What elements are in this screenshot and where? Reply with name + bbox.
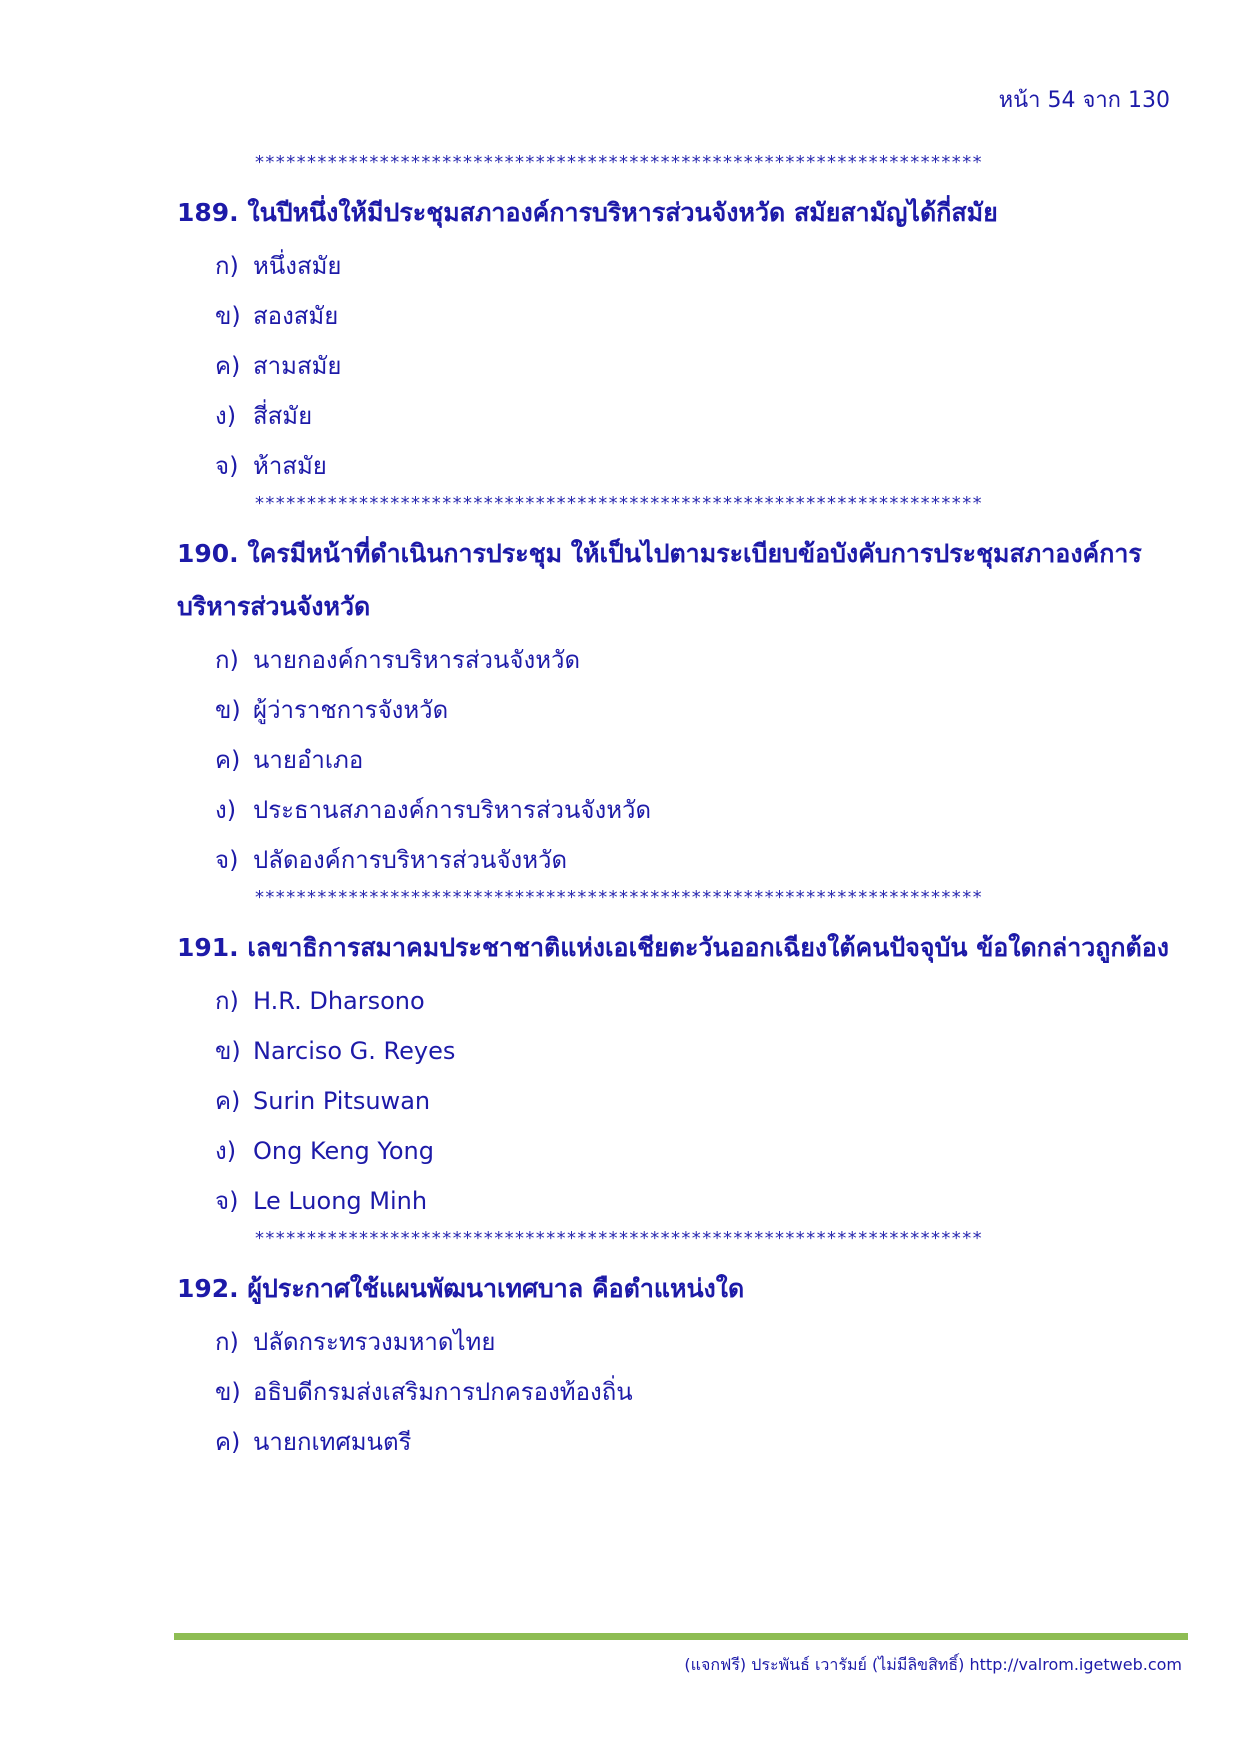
option-label: ก) (215, 252, 239, 280)
question-text: ในปีหนึ่งให้มีประชุมสภาองค์การบริหารส่วนจังหวัด สมัยสามัญได้กี่สมัย (247, 198, 998, 227)
option-label: จ) (215, 846, 239, 874)
separator: ********************************************************************** (255, 1228, 983, 1249)
option-item (215, 1367, 1177, 1417)
option-text: ปลัดกระทรวงมหาดไทย (253, 1328, 496, 1356)
option-item (215, 1076, 1177, 1126)
option-item (215, 441, 1177, 491)
option-text: นายอำเภอ (253, 746, 364, 774)
footer-credit: (แจกฟรี) ประพันธ์ เวารัมย์ (ไม่มีลิขสิทธิ์) http://valrom.igetweb.com (684, 1655, 1182, 1674)
question-text: เลขาธิการสมาคมประชาชาติแห่งเอเชียตะวันออกเฉียงใต้คนปัจจุบัน ข้อใดกล่าวถูกต้อง (247, 933, 1170, 962)
option-text: สามสมัย (253, 352, 342, 380)
option-label: ก) (215, 987, 239, 1015)
option-label: ค) (215, 352, 241, 380)
question-text: ใครมีหน้าที่ดำเนินการประชุม ให้เป็นไปตามระเบียบข้อบังคับการประชุมสภาองค์การบริหารส่วนจังหวัด (177, 539, 1142, 621)
option-label: ข) (215, 302, 241, 330)
option-label: ก) (215, 646, 239, 674)
option-item (215, 735, 1177, 785)
option-item (215, 1026, 1177, 1076)
option-item (215, 1176, 1177, 1226)
question-189 (177, 186, 1177, 239)
option-item (215, 1317, 1177, 1367)
option-label: ค) (215, 1428, 241, 1456)
page-number: หน้า 54 จาก 130 (998, 88, 1170, 113)
option-text: ผู้ว่าราชการจังหวัด (253, 696, 449, 724)
option-text: ปลัดองค์การบริหารส่วนจังหวัด (253, 846, 568, 874)
option-label: ค) (215, 746, 241, 774)
option-label: ค) (215, 1087, 241, 1115)
option-text: นายกองค์การบริหารส่วนจังหวัด (253, 646, 581, 674)
option-text: สี่สมัย (253, 402, 313, 430)
option-item (215, 1126, 1177, 1176)
option-text: Surin Pitsuwan (253, 1087, 431, 1115)
footer-rule (174, 1633, 1188, 1640)
option-text: Narciso G. Reyes (253, 1037, 456, 1065)
option-text: ห้าสมัย (253, 452, 327, 480)
question-number: 190. (177, 539, 239, 568)
option-item (215, 291, 1177, 341)
option-label: ง) (215, 402, 237, 430)
option-label: ง) (215, 796, 237, 824)
question-list (177, 150, 1177, 1467)
separator: ********************************************************************** (255, 152, 983, 173)
question-text: ผู้ประกาศใช้แผนพัฒนาเทศบาล คือตำแหน่งใด (247, 1274, 745, 1303)
option-item (215, 835, 1177, 885)
option-text: Ong Keng Yong (253, 1137, 434, 1165)
option-item (215, 785, 1177, 835)
option-label: ข) (215, 1037, 241, 1065)
question-191 (177, 921, 1177, 974)
question-192 (177, 1262, 1177, 1315)
option-text: อธิบดีกรมส่งเสริมการปกครองท้องถิ่น (253, 1378, 633, 1406)
option-label: จ) (215, 1187, 239, 1215)
option-item (215, 1417, 1177, 1467)
option-item (215, 391, 1177, 441)
option-label: ข) (215, 696, 241, 724)
option-text: นายกเทศมนตรี (253, 1428, 412, 1456)
separator: ********************************************************************** (255, 493, 983, 514)
question-190 (177, 527, 1177, 633)
question-number: 191. (177, 933, 239, 962)
option-text: หนึ่งสมัย (253, 252, 342, 280)
separator: ********************************************************************** (255, 887, 983, 908)
option-item (215, 685, 1177, 735)
option-text: ประธานสภาองค์การบริหารส่วนจังหวัด (253, 796, 652, 824)
option-text: Le Luong Minh (253, 1187, 428, 1215)
option-label: ก) (215, 1328, 239, 1356)
option-item (215, 635, 1177, 685)
option-label: ง) (215, 1137, 237, 1165)
option-item (215, 976, 1177, 1026)
option-item (215, 241, 1177, 291)
option-item (215, 341, 1177, 391)
option-text: H.R. Dharsono (253, 987, 425, 1015)
option-text: สองสมัย (253, 302, 339, 330)
option-label: ข) (215, 1378, 241, 1406)
question-number: 189. (177, 198, 239, 227)
option-label: จ) (215, 452, 239, 480)
question-number: 192. (177, 1274, 239, 1303)
